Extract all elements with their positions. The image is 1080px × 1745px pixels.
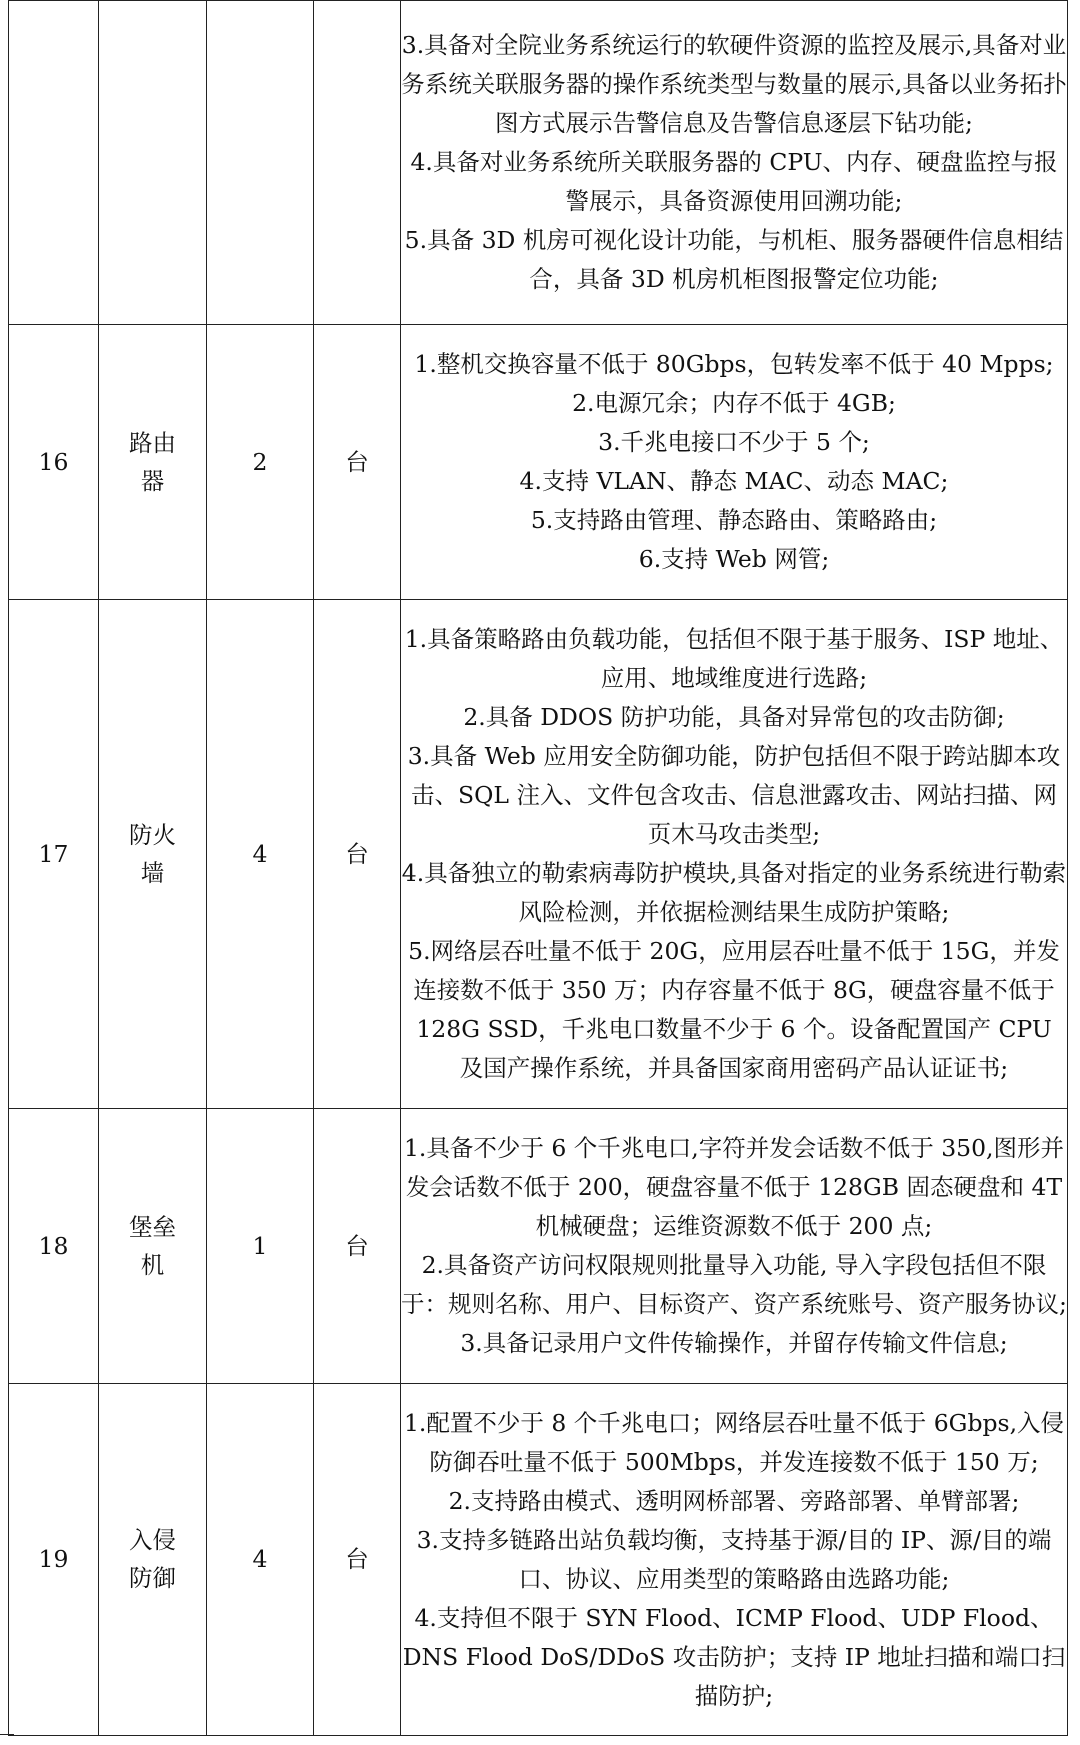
- spec-line: 1.配置不少于 8 个千兆电口；网络层吞吐量不低于 6Gbps,入侵防御吞吐量不低于 500Mbps，并发连接数不低于 150 万;: [403, 1408, 1065, 1476]
- quantity-cell: 4: [207, 600, 314, 1109]
- spec-line: 3.具备记录用户文件传输操作，并留存传输文件信息;: [460, 1329, 1008, 1357]
- spec-line: 1.整机交换容量不低于 80Gbps，包转发率不低于 40 Mpps;: [414, 350, 1054, 378]
- index-cell: 19: [9, 1384, 99, 1736]
- name-cell: [99, 1384, 207, 1736]
- table-row: [9, 1, 1068, 325]
- spec-cell: [401, 1384, 1068, 1736]
- item-name: 入侵防御: [129, 1526, 176, 1592]
- name-cell: [99, 600, 207, 1109]
- index-cell: 16: [9, 325, 99, 600]
- spec-cell: [401, 325, 1068, 600]
- unit-cell: 台: [314, 325, 401, 600]
- table-row: [9, 1109, 1068, 1384]
- spec-line: 2.具备资产访问权限规则批量导入功能, 导入字段包括但不限于：规则名称、用户、目标资产、资产系统账号、资产服务协议;: [401, 1251, 1067, 1318]
- spec-cell: [401, 1, 1068, 325]
- spec-line: 3.具备对全院业务系统运行的软硬件资源的监控及展示,具备对业务系统关联服务器的操作系统类型与数量的展示,具备以业务拓扑图方式展示告警信息及告警信息逐层下钻功能;: [401, 31, 1067, 137]
- spec-line: 4.支持但不限于 SYN Flood、ICMP Flood、UDP Flood、DNS Flood DoS/DDoS 攻击防护；支持 IP 地址扫描和端口扫描防护;: [402, 1603, 1066, 1710]
- spec-line: 3.支持多链路出站负载均衡，支持基于源/目的 IP、源/目的端口、协议、应用类型的策略路由选路功能;: [416, 1525, 1052, 1593]
- index-cell: 17: [9, 600, 99, 1109]
- item-name: 路由器: [129, 428, 176, 495]
- spec-cell: [401, 600, 1068, 1109]
- quantity-cell: 4: [207, 1384, 314, 1736]
- quantity-cell: 1: [207, 1109, 314, 1384]
- spec-line: 2.具备 DDOS 防护功能，具备对异常包的攻击防御;: [463, 703, 1005, 731]
- spec-line: 5.支持路由管理、静态路由、策略路由;: [530, 506, 938, 534]
- spec-line: 2.支持路由模式、透明网桥部署、旁路部署、单臂部署;: [448, 1486, 1020, 1515]
- spec-line: 1.具备策略路由负载功能，包括但不限于基于服务、ISP 地址、应用、地域维度进行选路;: [404, 625, 1064, 692]
- spec-line: 5.具备 3D 机房可视化设计功能，与机柜、服务器硬件信息相结合，具备 3D 机房机柜图报警定位功能;: [404, 226, 1064, 293]
- index-cell: 18: [9, 1109, 99, 1384]
- spec-line: 5.网络层吞吐量不低于 20G，应用层吞吐量不低于 15G，并发连接数不低于 350 万；内存容量不低于 8G，硬盘容量不低于 128G SSD，千兆电口数量不少于 6 个。设备配置国产 CPU 及国产操作系统，并具备国家商用密码产品认证证书;: [408, 937, 1060, 1082]
- spec-line: 3.具备 Web 应用安全防御功能，防护包括但不限于跨站脚本攻击、SQL 注入、文件包含攻击、信息泄露攻击、网站扫描、网页木马攻击类型;: [407, 742, 1061, 848]
- table-row: [9, 325, 1068, 600]
- spec-line: 3.千兆电接口不少于 5 个;: [598, 428, 870, 456]
- unit-cell: 台: [314, 1109, 401, 1384]
- name-cell: [99, 325, 207, 600]
- spec-line: 6.支持 Web 网管;: [638, 545, 830, 573]
- unit-cell: 台: [314, 1384, 401, 1736]
- item-name: 堡垒机: [129, 1212, 176, 1279]
- table-row: [9, 600, 1068, 1109]
- spec-line: 2.电源冗余；内存不低于 4GB;: [572, 389, 896, 417]
- unit-cell: [314, 1, 401, 325]
- spec-cell: [401, 1109, 1068, 1384]
- page-corner-mark: [0, 1734, 14, 1743]
- spec-line: 4.支持 VLAN、静态 MAC、动态 MAC;: [519, 467, 949, 495]
- quantity-cell: [207, 1, 314, 325]
- spec-line: 4.具备对业务系统所关联服务器的 CPU、内存、硬盘监控与报警展示，具备资源使用回溯功能;: [410, 148, 1058, 215]
- equipment-spec-table: [8, 0, 1068, 1736]
- spec-line: 4.具备独立的勒索病毒防护模块,具备对指定的业务系统进行勒索风险检测，并依据检测结果生成防护策略;: [401, 859, 1067, 926]
- unit-cell: 台: [314, 600, 401, 1109]
- name-cell: [99, 1109, 207, 1384]
- quantity-cell: 2: [207, 325, 314, 600]
- index-cell: [9, 1, 99, 325]
- item-name: 防火墙: [129, 820, 176, 887]
- spec-line: 1.具备不少于 6 个千兆电口,字符并发会话数不低于 350,图形并发会话数不低于 200，硬盘容量不低于 128GB 固态硬盘和 4T 机械硬盘；运维资源数不低于 200 点;: [403, 1134, 1065, 1240]
- name-cell: [99, 1, 207, 325]
- table-row: [9, 1384, 1068, 1736]
